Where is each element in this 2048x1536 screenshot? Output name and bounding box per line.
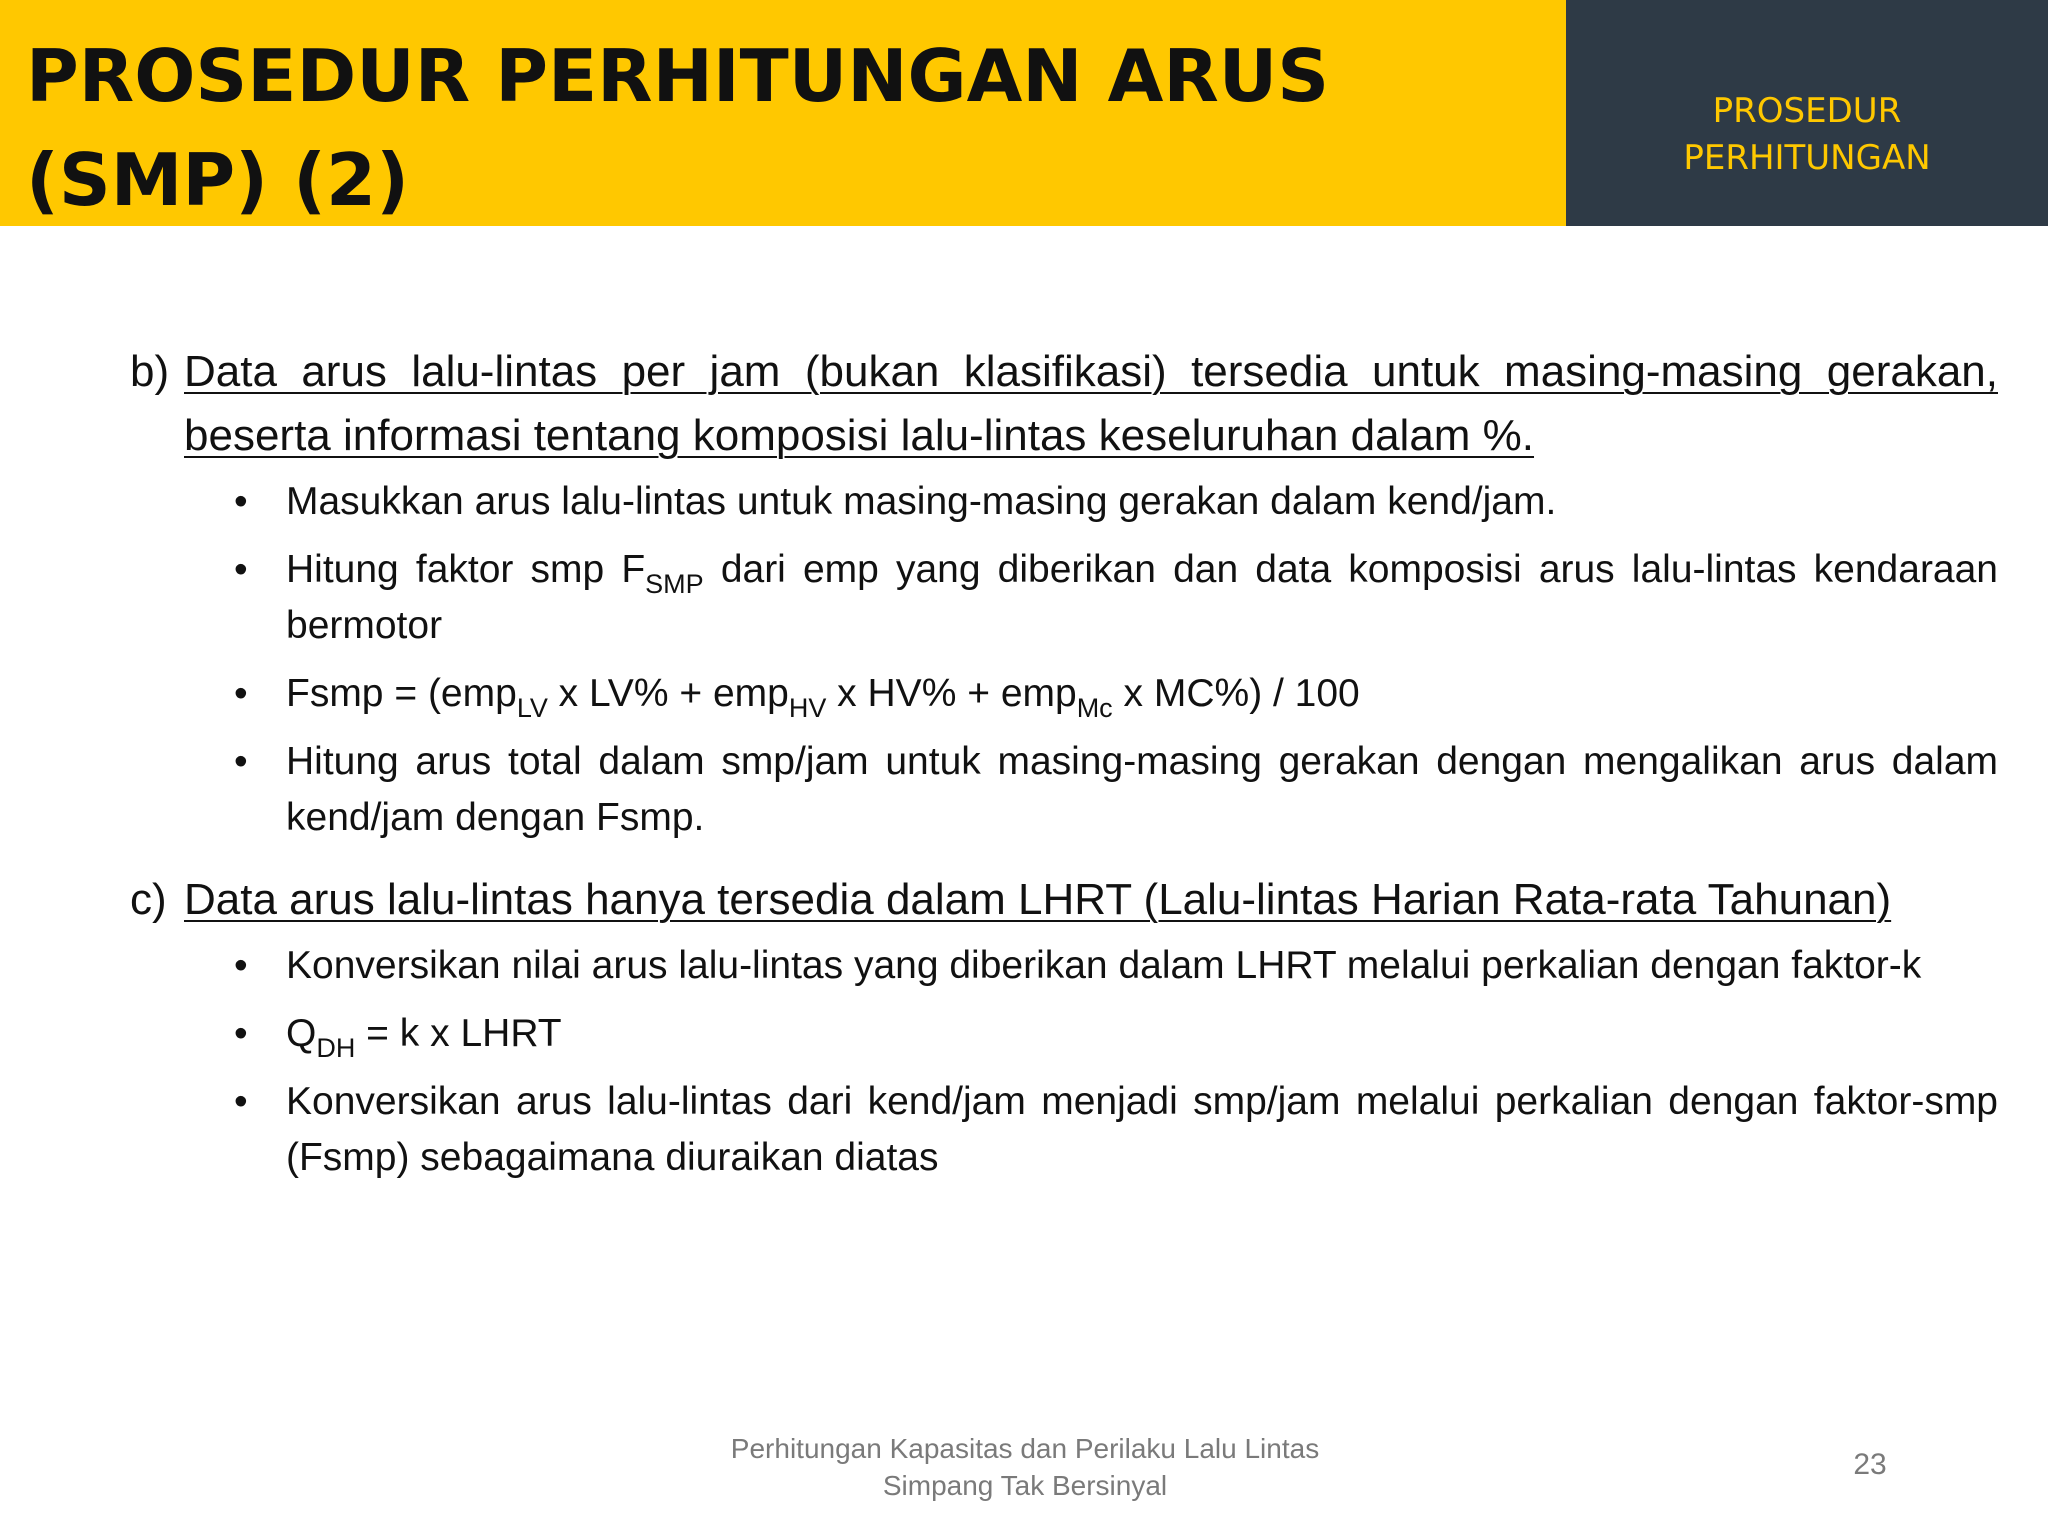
section-c-letter: c) [130, 875, 167, 924]
title-line-1: PROSEDUR PERHITUNGAN ARUS [26, 34, 1330, 118]
section-b-heading-text: Data arus lalu-lintas per jam (bukan klasifikasi) tersedia untuk masing-masing gerakan, beserta informasi tentang komposisi lalu-lintas keseluruhan dalam %. [184, 347, 1998, 460]
section-c-heading-text: Data arus lalu-lintas hanya tersedia dalam LHRT (Lalu-lintas Harian Rata-rata Tahunan) [184, 875, 1892, 924]
formula-fsmp: Fsmp = (emp$_{LV}$ x LV% + emp$_{HV}$ x HV% + emp$_{Mc}$ x MC%) / 100 [286, 672, 1360, 723]
formula-qdh: $Q_{DH} = k$ x LHRT [286, 1012, 562, 1063]
bullet-text: Konversikan arus lalu-lintas dari kend/jam menjadi smp/jam melalui perkalian dengan faktor-smp (Fsmp) sebagaimana diuraikan diatas [286, 1080, 1998, 1179]
list-item [130, 1074, 1998, 1186]
list-item [130, 938, 1998, 994]
slide-title [26, 24, 1526, 232]
bullet-icon: • [234, 672, 248, 715]
list-item [130, 734, 1998, 846]
section-c-heading [130, 868, 1998, 932]
slide-content [130, 340, 1998, 1198]
list-item [130, 1006, 1998, 1062]
title-line-2: (SMP) (2) [26, 138, 410, 222]
list-item [130, 542, 1998, 654]
subscript: HV [788, 693, 827, 723]
section-b-bullets [130, 474, 1998, 846]
section-b [130, 340, 1998, 846]
section-b-heading [130, 340, 1998, 468]
subscript: SMP [645, 569, 704, 599]
bullet-text: Masukkan arus lalu-lintas untuk masing-masing gerakan dalam kend/jam. [286, 480, 1557, 523]
section-label-line-1: PROSEDUR [1712, 91, 1902, 131]
bullet-icon: • [234, 480, 248, 523]
subscript: Mc [1076, 693, 1113, 723]
section-label-line-2: PERHITUNGAN [1683, 138, 1931, 178]
bullet-icon: • [234, 548, 248, 591]
bullet-icon: • [234, 740, 248, 783]
list-item [130, 474, 1998, 530]
subscript: LV [516, 693, 548, 723]
bullet-text: Konversikan nilai arus lalu-lintas yang diberikan dalam LHRT melalui perkalian dengan faktor-k [286, 944, 1922, 987]
bullet-icon: • [234, 1080, 248, 1123]
section-c-bullets [130, 938, 1998, 1186]
section-c [130, 868, 1998, 1186]
footer-caption [600, 1430, 1450, 1504]
page-number: 23 [1853, 1448, 1887, 1481]
footer-line-2: Simpang Tak Bersinyal [882, 1470, 1168, 1501]
bullet-text: Hitung arus total dalam smp/jam untuk masing-masing gerakan dengan mengalikan arus dalam kend/jam dengan Fsmp. [286, 740, 1998, 839]
subscript: DH [316, 1033, 356, 1063]
section-label [1566, 88, 2048, 182]
list-item [130, 666, 1998, 722]
bullet-icon: • [234, 1012, 248, 1055]
bullet-icon: • [234, 944, 248, 987]
bullet-text: Hitung faktor smp $F_{SMP}$ dari emp yang diberikan dan data komposisi arus lalu-lintas kendaraan bermotor [286, 548, 1998, 647]
footer-line-1: Perhitungan Kapasitas dan Perilaku Lalu Lintas [730, 1433, 1320, 1464]
section-b-letter: b) [130, 347, 170, 396]
